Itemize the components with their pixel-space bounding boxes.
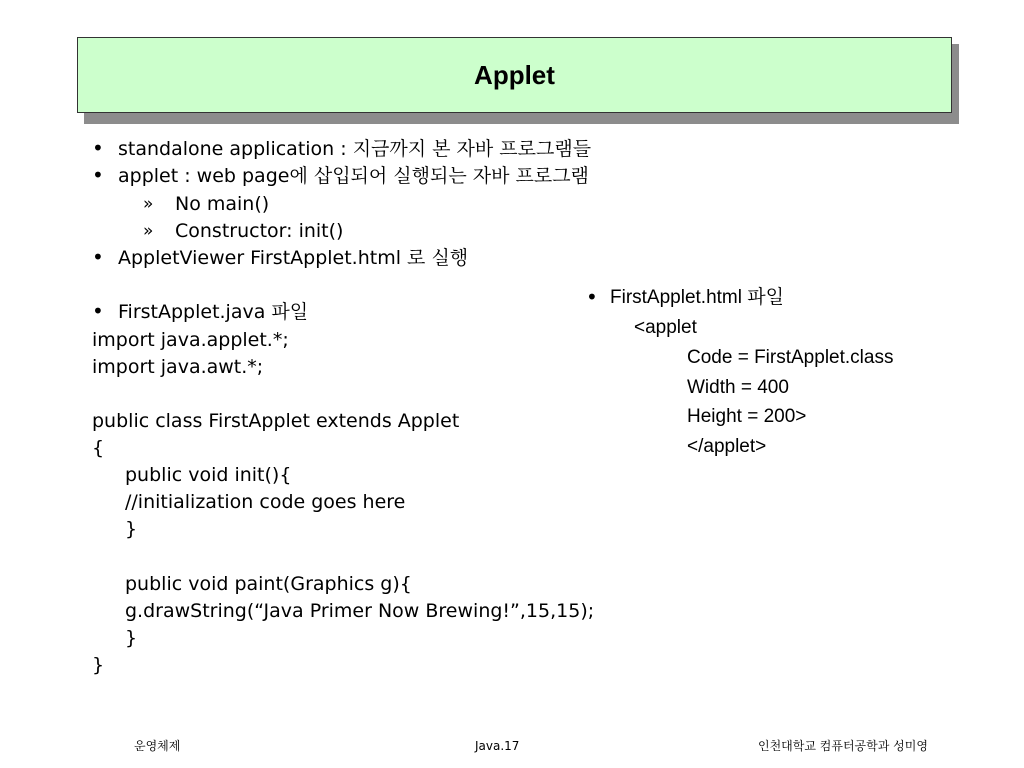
slide-title: Applet [474,59,555,90]
sub-marker-icon: » [143,194,154,214]
html-line: Width = 400 [687,377,789,398]
bullet-standalone-application: standalone application : 지금까지 본 자바 프로그램들 [118,138,592,160]
footer-page-number: Java.17 [475,739,520,753]
code-line: //initialization code goes here [125,491,406,513]
code-line: } [92,654,105,676]
code-line: public class FirstApplet extends Applet [92,410,460,432]
footer-course: 운영체제 [134,739,181,753]
sub-marker-icon: » [143,221,154,241]
code-line: public void init(){ [125,464,292,486]
html-line: Height = 200> [687,406,807,427]
html-line: Code = FirstApplet.class [687,347,894,368]
sub-item-no-main: No main() [175,193,270,215]
bullet-firstapplet-java: FirstApplet.java 파일 [118,301,309,323]
code-line: } [125,627,138,649]
bullet-dot-icon: • [92,245,104,269]
sub-item-constructor: Constructor: init() [175,220,344,242]
bullet-firstapplet-html: FirstApplet.html 파일 [610,287,784,308]
html-line: </applet> [687,436,767,457]
bullet-dot-icon: • [92,136,104,160]
code-line: g.drawString(“Java Primer Now Brewing!”,15,15); [125,600,595,622]
code-line: { [92,437,105,459]
footer-author: 인천대학교 컴퓨터공학과 성미영 [758,739,928,753]
code-line: public void paint(Graphics g){ [125,573,412,595]
bullet-dot-icon: • [92,163,104,187]
bullet-applet: applet : web page에 삽입되어 실행되는 자바 프로그램 [118,165,589,187]
bullet-dot-icon: • [92,299,104,323]
title-box [77,37,952,113]
html-line: <applet [634,317,697,338]
code-line: } [125,518,138,540]
bullet-dot-icon: • [586,285,598,309]
code-line: import java.awt.*; [92,356,264,378]
bullet-appletviewer: AppletViewer FirstApplet.html 로 실행 [118,247,469,269]
code-line: import java.applet.*; [92,329,289,351]
